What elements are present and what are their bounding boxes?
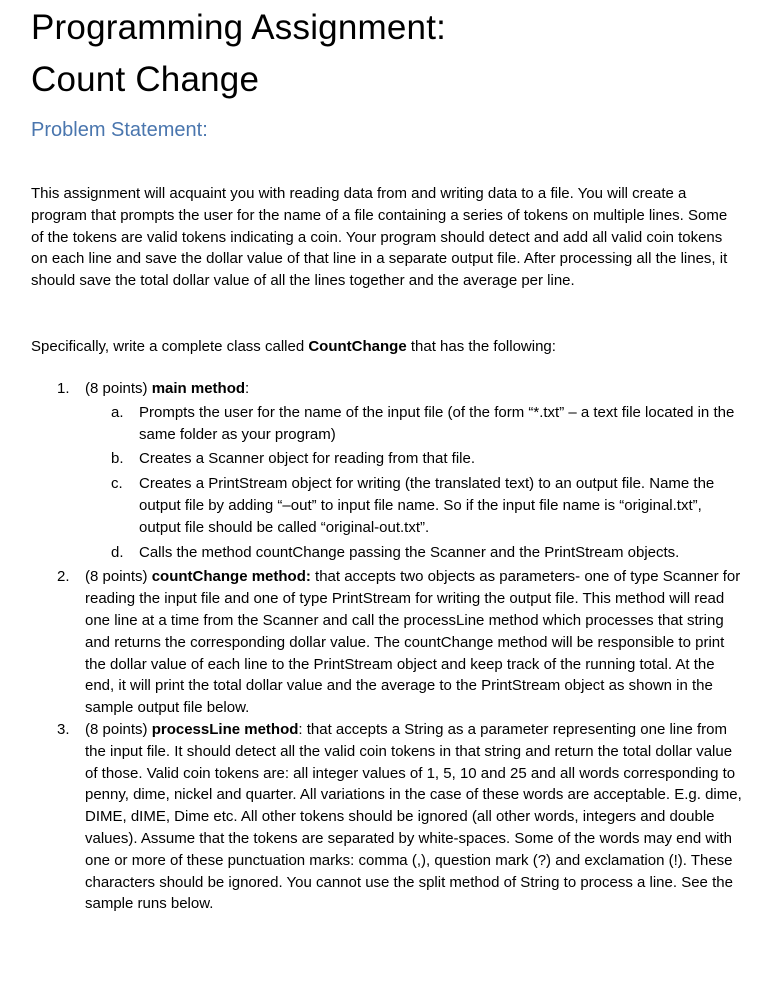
spec-suffix: that has the following: [406, 338, 556, 355]
step-item-c [85, 473, 743, 538]
step-letter: c. [111, 475, 123, 493]
step-letter: d. [111, 543, 124, 561]
spec-class-name: CountChange [308, 338, 407, 355]
section-heading: Problem Statement: [31, 119, 208, 141]
step-text: Prompts the user for the name of the input file (of the form “*.txt” – a text file located in the same folder as your program) [139, 403, 735, 443]
item-points: (8 points) [85, 720, 152, 738]
requirement-item-main [31, 378, 743, 563]
step-text: Calls the method countChange passing the Scanner and the PrintStream objects. [139, 543, 680, 561]
item-method-name: processLine method [151, 720, 299, 738]
requirement-item-processline [31, 719, 743, 915]
item-method-name: countChange method: [151, 568, 311, 586]
item-method-name: main method [151, 380, 246, 397]
step-item-a [85, 402, 743, 446]
requirement-item-countchange [31, 566, 743, 719]
step-letter: a. [111, 403, 124, 421]
title-line-1: Programming Assignment: [31, 8, 447, 47]
item-points: (8 points) [85, 380, 152, 397]
requirements-list [31, 378, 743, 915]
main-method-steps [85, 402, 743, 564]
item-description: : that accepts a String as a parameter representing one line from the input file. It should detect all the valid coin tokens in that string and return the total dollar value of those. Valid coin tokens are: all integer values of 1, 5, 10 and 25 and all words corresponding to penny, dime, nickel and quarter. All variations in the case of these words are acceptable. E.g. dime, DIME, dIME, Dime etc. All other tokens should be ignored (all other words, integers and double values). Assume that the tokens are separated by white-spaces. Some of the words may end with one or more of these punctuation marks: comma (,), question mark (?) and exclamation (!). These characters should be ignored. You cannot use the split method of String to process a line. See the sample runs below. [85, 720, 742, 913]
step-text: Creates a PrintStream object for writing (the translated text) to an output file. Name the output file by adding “–out” to input file name. So if the input file name is “original.txt”, output file should be called “original-out.txt”. [139, 475, 715, 536]
page-title [31, 2, 446, 106]
item-number: 1. [57, 380, 70, 397]
step-text: Creates a Scanner object for reading from that file. [139, 450, 476, 468]
intro-paragraph: This assignment will acquaint you with reading data from and writing data to a file. You will create a program that prompts the user for the name of a file containing a series of tokens on multiple lines. Some of the tokens are valid tokens indicating a coin. Your program should detect and add all valid coin tokens on each line and save the dollar value of that line in a separate output file. After processing all the lines, it should save the total dollar value of all the lines together and the average per line. [31, 185, 728, 290]
title-line-2: Count Change [31, 60, 260, 99]
step-item-d [85, 542, 743, 564]
step-item-b [85, 448, 743, 470]
item-number: 3. [57, 720, 70, 738]
item-number: 2. [57, 568, 70, 586]
item-description: that accepts two objects as parameters- one of type Scanner for reading the input file and one of type PrintStream for writing the output file. This method will read one line at a time from the Scanner and call the processLine method which processes that string and returns the corresponding dollar value. The countChange method will be responsible to print the dollar value of each line to the PrintStream object and keep track of the running total. At the end, it will print the total dollar value and the average to the PrintStream object as shown in the sample output file below. [85, 568, 741, 717]
spec-prefix: Specifically, write a complete class called [31, 338, 309, 355]
spec-paragraph [31, 336, 743, 358]
step-letter: b. [111, 450, 124, 468]
item-description: : [245, 380, 250, 397]
item-points: (8 points) [85, 568, 152, 586]
